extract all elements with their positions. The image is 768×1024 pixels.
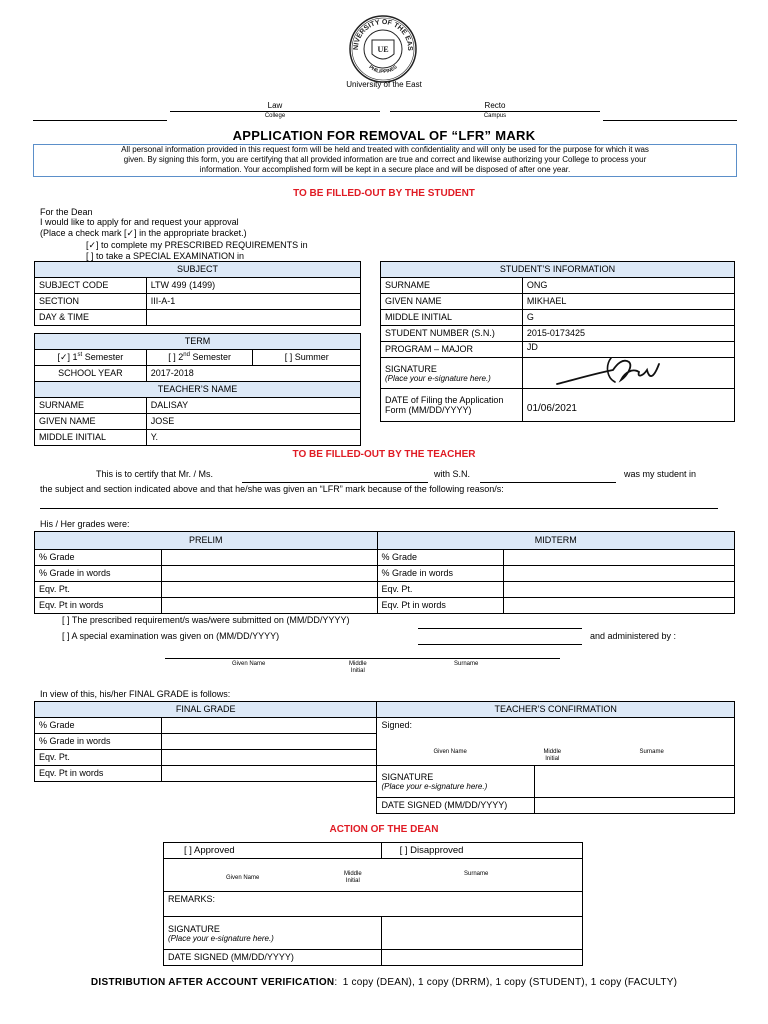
prelim-grade-field[interactable] bbox=[161, 550, 377, 566]
option-special-exam[interactable]: [ ] to take a SPECIAL EXAMINATION in bbox=[86, 251, 245, 261]
dean-section-heading: ACTION OF THE DEAN bbox=[329, 824, 439, 835]
reason-line[interactable] bbox=[40, 508, 718, 509]
school-year-field[interactable]: 2017-2018 bbox=[146, 366, 360, 382]
college-value: Law bbox=[267, 101, 283, 110]
student-sn-line[interactable] bbox=[480, 482, 616, 483]
certify-text-2: with S.N. bbox=[434, 469, 471, 479]
student-signature-field[interactable] bbox=[522, 358, 734, 389]
student-name-line[interactable] bbox=[242, 482, 428, 483]
middle-initial-caption: Middle Initial bbox=[349, 661, 367, 674]
student-info-header: STUDENT’S INFORMATION bbox=[381, 262, 735, 278]
college-label: College bbox=[264, 113, 286, 119]
subject-code-field[interactable]: LTW 499 (1499) bbox=[146, 278, 360, 294]
exam-date-line[interactable] bbox=[418, 644, 582, 645]
term-header: TERM bbox=[35, 334, 361, 350]
section-field[interactable]: III-A-1 bbox=[146, 294, 360, 310]
administered-by-label: and administered by : bbox=[590, 631, 677, 641]
prelim-midterm-grades-table: PRELIM MIDTERM % Grade % Grade % Grade in words % Grade in words Eqv. Pt. Eqv. Pt. Eqv. Pt in words Eqv. Pt in words bbox=[34, 531, 735, 614]
teacher-middle-initial-field[interactable]: Y. bbox=[146, 430, 360, 446]
disapproved-option[interactable]: [ ] Disapproved bbox=[381, 843, 582, 859]
subject-table: SUBJECT SUBJECT CODE LTW 499 (1499) SECTION III-A-1 DAY & TIME TERM [✓] 1st Semester [ ] 2nd Semester [ ] Summer SCHOOL YEAR 2017-2018 TEACHER’S NAME SURNAME DALISAY GIVEN NAME JOSE MIDDLE INITIAL Y. bbox=[34, 261, 361, 446]
student-number-field[interactable]: 2015-0173425 bbox=[522, 326, 734, 342]
dean-signature-field[interactable] bbox=[381, 917, 582, 950]
teacher-signed-field[interactable]: Signed: Given Name Middle Initial Surname bbox=[377, 718, 735, 766]
student-info-table: STUDENT’S INFORMATION SURNAME ONG GIVEN NAME MIKHAEL MIDDLE INITIAL G STUDENT NUMBER (S.N.) 2015-0173425 PROGRAM – MAJOR JD SIGNATURE (Place your e-signature here.) DATE of Filing the Application Form (MM/DD/YYYY) 01/06/2021 bbox=[380, 261, 735, 422]
special-exam-option[interactable]: [ ] A special examination was given on (MM/DD/YYYY) bbox=[62, 631, 280, 641]
subject-header: SUBJECT bbox=[35, 262, 361, 278]
seal-letters: UE bbox=[377, 45, 389, 54]
final-grade-header: FINAL GRADE bbox=[35, 702, 377, 718]
term-summer[interactable]: [ ] Summer bbox=[253, 350, 361, 366]
approved-option[interactable]: [ ] Approved bbox=[164, 843, 382, 859]
surname-caption: Surname bbox=[454, 661, 479, 667]
teacher-surname-field[interactable]: DALISAY bbox=[146, 398, 360, 414]
student-given-name-field[interactable]: MIKHAEL bbox=[522, 294, 734, 310]
midterm-header: MIDTERM bbox=[377, 532, 735, 550]
teacher-given-name-field[interactable]: JOSE bbox=[146, 414, 360, 430]
university-name: University of the East bbox=[346, 80, 422, 89]
intro-request: I would like to apply for and request your approval bbox=[40, 217, 239, 227]
final-eqv-words-field[interactable] bbox=[161, 766, 377, 782]
midterm-grade-words-field[interactable] bbox=[504, 566, 735, 582]
university-seal bbox=[348, 14, 418, 84]
day-time-field[interactable] bbox=[146, 310, 360, 326]
student-surname-field[interactable]: ONG bbox=[522, 278, 734, 294]
dean-name-field[interactable]: Given Name Middle Initial Surname bbox=[164, 859, 583, 892]
grades-intro: His / Her grades were: bbox=[40, 519, 130, 529]
campus-value: Recto bbox=[484, 101, 506, 110]
student-middle-initial-field[interactable]: G bbox=[522, 310, 734, 326]
intro-dean: For the Dean bbox=[40, 207, 93, 217]
signature-image bbox=[553, 354, 663, 390]
remarks-field[interactable]: REMARKS: bbox=[164, 892, 583, 917]
teacher-confirmation-header: TEACHER’S CONFIRMATION bbox=[377, 702, 735, 718]
certify-text-line2: the subject and section indicated above and that he/she was given an “LFR” mark because of the following reason/s: bbox=[40, 484, 504, 494]
prelim-header: PRELIM bbox=[35, 532, 378, 550]
final-eqv-field[interactable] bbox=[161, 750, 377, 766]
dean-action-table: [ ] Approved [ ] Disapproved Given Name Middle Initial Surname REMARKS: SIGNATURE (Place your e-signature here.) DATE SIGNED (MM/DD/YYYY) bbox=[163, 842, 583, 966]
prelim-grade-words-field[interactable] bbox=[161, 566, 377, 582]
form-title: APPLICATION FOR REMOVAL OF “LFR” MARK bbox=[232, 128, 536, 143]
svg-text:PHILIPPINES bbox=[367, 64, 399, 75]
term-second-semester[interactable]: [ ] 2nd Semester bbox=[146, 350, 253, 366]
teacher-date-signed-field[interactable] bbox=[535, 797, 735, 813]
requirements-submitted-option[interactable]: [ ] The prescribed requirement/s was/were submitted on (MM/DD/YYYY) bbox=[62, 615, 350, 625]
midterm-eqv-words-field[interactable] bbox=[504, 598, 735, 614]
seal-text-bottom: PHILIPPINES bbox=[367, 64, 399, 76]
final-grade-table: FINAL GRADE TEACHER’S CONFIRMATION % Grade Signed: Given Name Middle Initial Surname % Grade in words Eqv. Pt. Eqv. Pt in words SIGNATURE (Place your e-signature here.) DATE SIGNED (MM/DD/YYYY) bbox=[34, 701, 735, 814]
student-section-heading: TO BE FILLED-OUT BY THE STUDENT bbox=[293, 188, 475, 199]
certify-text-3: was my student in bbox=[624, 469, 697, 479]
campus-label: Campus bbox=[483, 113, 507, 119]
prelim-eqv-field[interactable] bbox=[161, 582, 377, 598]
program-major-field[interactable]: JD bbox=[522, 342, 734, 358]
dean-date-signed-field[interactable] bbox=[381, 950, 582, 966]
teacher-signature-field[interactable] bbox=[535, 766, 735, 798]
filing-date-field[interactable]: 01/06/2021 bbox=[522, 389, 734, 422]
seal-text-top: NIVERSITY OF THE EAS bbox=[352, 18, 414, 51]
submitted-date-line[interactable] bbox=[418, 628, 582, 629]
given-name-caption: Given Name bbox=[232, 661, 266, 667]
privacy-notice: All personal information provided in this request form will be held and treated with confidentiality and will only be used for the purpose for which it was given. By signing this form, you are certifying that all provided information are true and correct and likewise authorizing your College to process your information. Your accomplished form will be kept in a secure place and will be disposed of after one year. bbox=[33, 144, 737, 177]
certify-text-1: This is to certify that Mr. / Ms. bbox=[96, 469, 214, 479]
prelim-eqv-words-field[interactable] bbox=[161, 598, 377, 614]
final-grade-intro: In view of this, his/her FINAL GRADE is follows: bbox=[40, 689, 231, 699]
final-grade-words-field[interactable] bbox=[161, 734, 377, 750]
distribution-line: DISTRIBUTION AFTER ACCOUNT VERIFICATION: 1 copy (DEAN), 1 copy (DRRM), 1 copy (STUDENT), 1 copy (FACULTY) bbox=[90, 977, 678, 988]
teacher-section-heading: TO BE FILLED-OUT BY THE TEACHER bbox=[292, 449, 476, 460]
term-first-semester[interactable]: [✓] 1st Semester bbox=[35, 350, 147, 366]
midterm-grade-field[interactable] bbox=[504, 550, 735, 566]
option-prescribed-requirements[interactable]: [✓] to complete my PRESCRIBED REQUIREMENTS in bbox=[86, 240, 308, 250]
intro-instruction: (Place a check mark [✓] in the appropriate bracket.) bbox=[40, 228, 247, 238]
administrator-name-line[interactable] bbox=[165, 658, 560, 659]
teacher-name-header: TEACHER’S NAME bbox=[35, 382, 361, 398]
final-grade-field[interactable] bbox=[161, 718, 377, 734]
midterm-eqv-field[interactable] bbox=[504, 582, 735, 598]
